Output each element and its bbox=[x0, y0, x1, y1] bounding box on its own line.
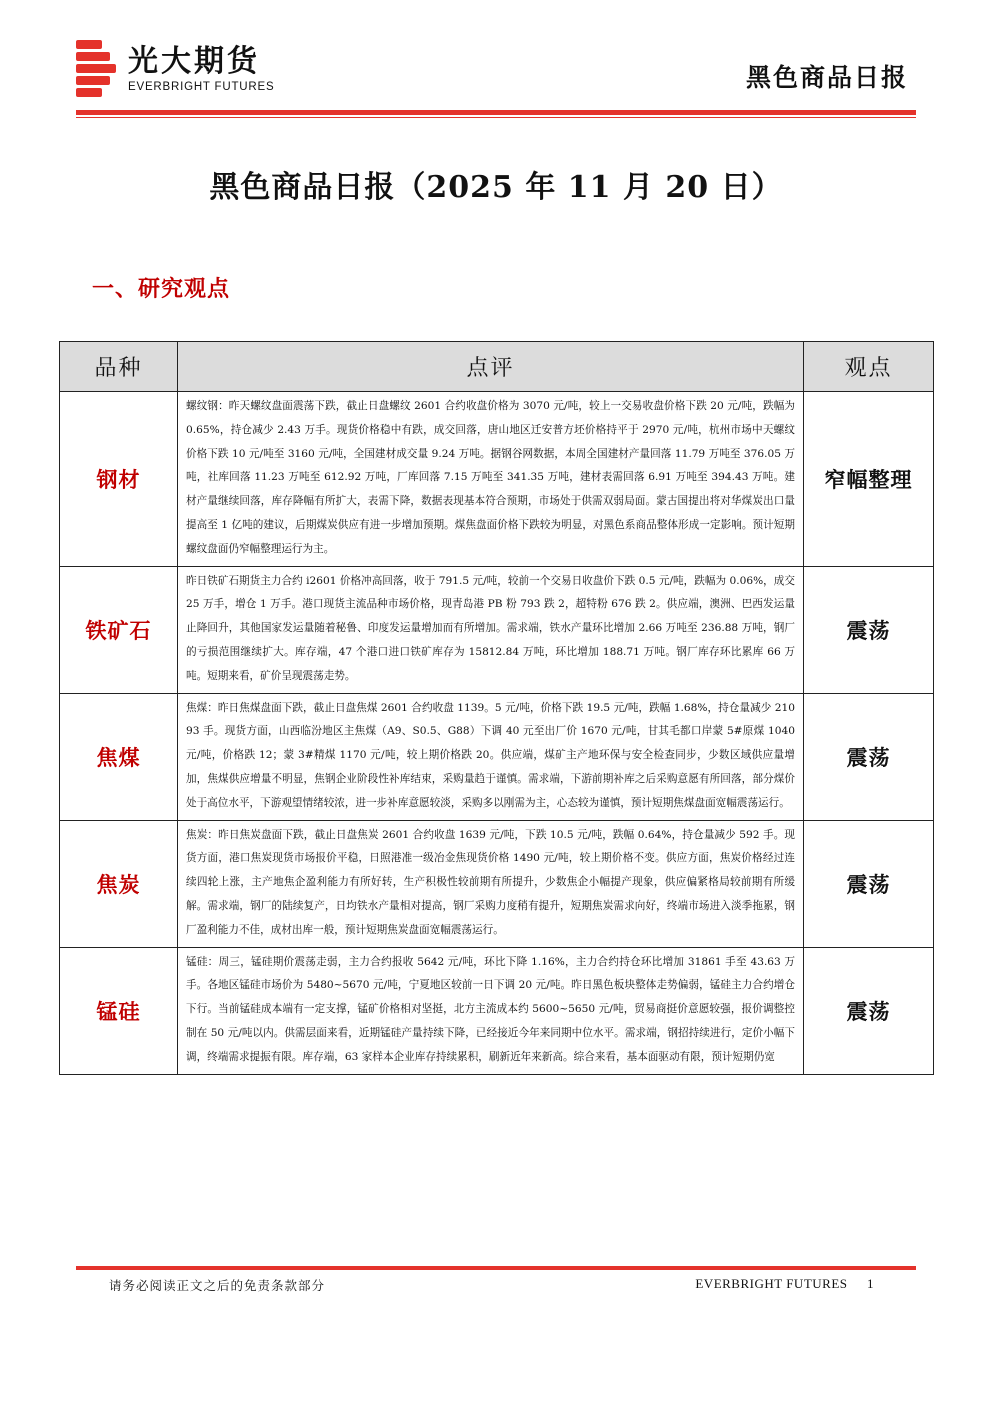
column-header-variety: 品种 bbox=[60, 342, 178, 392]
comment-cell: 昨日铁矿石期货主力合约 i2601 价格冲高回落，收于 791.5 元/吨，较前一个交易日收盘价下跌 0.5 元/吨，跌幅为 0.06%，成交 25 万手，增仓 1 万手。港口现货主流品种市场价格，现青岛港 PB 粉 793 跌 2，超特粉 676 跌 2。供应端，澳洲、巴西发运量止降回升，其他国家发运量随着秘鲁、印度发运量增加而有所增加。需求端，铁水产量环比增加 2.66 万吨至 236.88 万吨，钢厂的亏损范围继续扩大。库存端，47 个港口进口铁矿库存为 15812.84 万吨，环比增加 188.71 万吨。钢厂库存环比累库 66 万吨。短期来看，矿价呈现震荡走势。 bbox=[178, 566, 804, 693]
header-divider-thin bbox=[76, 117, 916, 118]
section-title: 一、研究观点 bbox=[92, 277, 231, 302]
comment-cell: 螺纹钢：昨天螺纹盘面震荡下跌，截止日盘螺纹 2601 合约收盘价格为 3070 元/吨，较上一交易收盘价格下跌 20 元/吨，跌幅为 0.65%，持仓减少 2.43 万手。现货价格稳中有跌，成交回落，唐山地区迁安普方坯价格持平于 2970 元/吨，杭州市场中天螺纹价格下跌 10 元/吨至 3160 元/吨，全国建材成交量 9.24 万吨。据钢谷网数据，本周全国建材产量回落 11.79 万吨至 376.05 万吨，社库回落 11.23 万吨至 612.92 万吨，厂库回落 7.15 万吨至 341.35 万吨，建材表需回落 6.91 万吨至 394.43 万吨。建材产量继续回落，库存降幅有所扩大，表需下降，数据表现基本符合预期，市场处于供需双弱局面。蒙古国提出将对华煤炭出口量提高至 1 亿吨的建议，后期煤炭供应有进一步增加预期。煤焦盘面价格下跌较为明显，对黑色系商品整体形成一定影响。预计短期螺纹盘面仍窄幅整理运行为主。 bbox=[178, 392, 804, 567]
table-header-row bbox=[60, 342, 934, 392]
column-header-comment: 点评 bbox=[178, 342, 804, 392]
footer-brand-page bbox=[695, 1276, 874, 1292]
logo-english-name: EVERBRIGHT FUTURES bbox=[128, 81, 275, 93]
variety-cell: 锰硅 bbox=[60, 947, 178, 1074]
variety-cell: 焦煤 bbox=[60, 693, 178, 820]
comment-cell: 锰硅：周三，锰硅期价震荡走弱，主力合约报收 5642 元/吨，环比下降 1.16%，主力合约持仓环比增加 31861 手至 43.63 万手。各地区锰硅市场价为 5480~5670 元/吨，宁夏地区较前一日下调 20 元/吨。昨日黑色板块整体走势偏弱，锰硅主力合约增仓下行。当前锰硅成本端有一定支撑，锰矿价格相对坚挺，北方主流成本约 5600~5650 元/吨，贸易商挺价意愿较强，报价调整控制在 50 元/吨以内。供需层面来看，近期锰硅产量持续下降，已经接近今年来同期中位水平。需求端，钢招持续进行，定价小幅下调，终端需求提振有限。库存端，63 家样本企业库存持续累积，刷新近年来新高。综合来看，基本面驱动有限，预计短期仍宽 bbox=[178, 947, 804, 1074]
comment-cell: 焦煤：昨日焦煤盘面下跌，截止日盘焦煤 2601 合约收盘 1139。5 元/吨，价格下跌 19.5 元/吨，跌幅 1.68%，持仓量减少 21093 手。现货方面，山西临汾地区主焦煤（A9、S0.5、G88）下调 40 元至出厂价 1670 元/吨，甘其毛都口岸蒙 5#原煤 1040 元/吨，价格跌 12；蒙 3#精煤 1170 元/吨，较上期价格跌 20。供应端，煤矿主产地环保与安全检查同步，少数区域供应量增加，焦煤供应增量不明显，焦钢企业阶段性补库结束，采购量趋于谨慎。需求端，下游前期补库之后采购意愿有所回落，部分煤价处于高位水平，下游观望情绪较浓，进一步补库意愿较淡，采购多以刚需为主，心态较为谨慎，预计短期焦煤盘面宽幅震荡运行。 bbox=[178, 693, 804, 820]
report-name: 黑色商品日报 bbox=[745, 63, 908, 92]
table-row bbox=[60, 693, 934, 820]
view-cell: 震荡 bbox=[804, 820, 934, 947]
view-cell: 窄幅整理 bbox=[804, 392, 934, 567]
company-logo bbox=[76, 40, 274, 98]
header-divider bbox=[76, 110, 916, 115]
table-row bbox=[60, 566, 934, 693]
footer-disclaimer: 请务必阅读正文之后的免责条款部分 bbox=[109, 1278, 326, 1293]
view-cell: 震荡 bbox=[804, 947, 934, 1074]
table-row bbox=[60, 820, 934, 947]
logo-chinese-name: 光大期货 bbox=[128, 44, 260, 79]
variety-cell: 铁矿石 bbox=[60, 566, 178, 693]
page-title: 黑色商品日报（2025 年 11 月 20 日） bbox=[209, 170, 783, 205]
page-header bbox=[0, 0, 992, 125]
footer-divider bbox=[76, 1266, 916, 1270]
column-header-view: 观点 bbox=[804, 342, 934, 392]
view-cell: 震荡 bbox=[804, 693, 934, 820]
variety-cell: 焦炭 bbox=[60, 820, 178, 947]
variety-cell: 钢材 bbox=[60, 392, 178, 567]
footer-brand: EVERBRIGHT FUTURES bbox=[695, 1276, 848, 1291]
comment-cell: 焦炭：昨日焦炭盘面下跌，截止日盘焦炭 2601 合约收盘 1639 元/吨，下跌 10.5 元/吨，跌幅 0.64%，持仓量减少 592 手。现货方面，港口焦炭现货市场报价平稳，日照港准一级冶金焦现货价格 1490 元/吨，较上期价格不变。供应方面，焦炭价格经过连续四轮上涨，主产地焦企盈利能力有所好转，生产积极性较前期有所提升，少数焦企小幅提产现象，供应偏紧格局较前期有所缓解。需求端，钢厂的陆续复产，日均铁水产量相对提高，钢厂采购力度稍有提升，短期焦炭需求向好，终端市场进入淡季拖累，钢厂盈利能力不佳，成材出库一般，预计短期焦炭盘面宽幅震荡运行。 bbox=[178, 820, 804, 947]
research-views-table bbox=[59, 341, 934, 1075]
table-row bbox=[60, 392, 934, 567]
view-cell: 震荡 bbox=[804, 566, 934, 693]
table-row bbox=[60, 947, 934, 1074]
page-number: 1 bbox=[867, 1276, 874, 1291]
logo-mark-icon bbox=[76, 40, 118, 98]
